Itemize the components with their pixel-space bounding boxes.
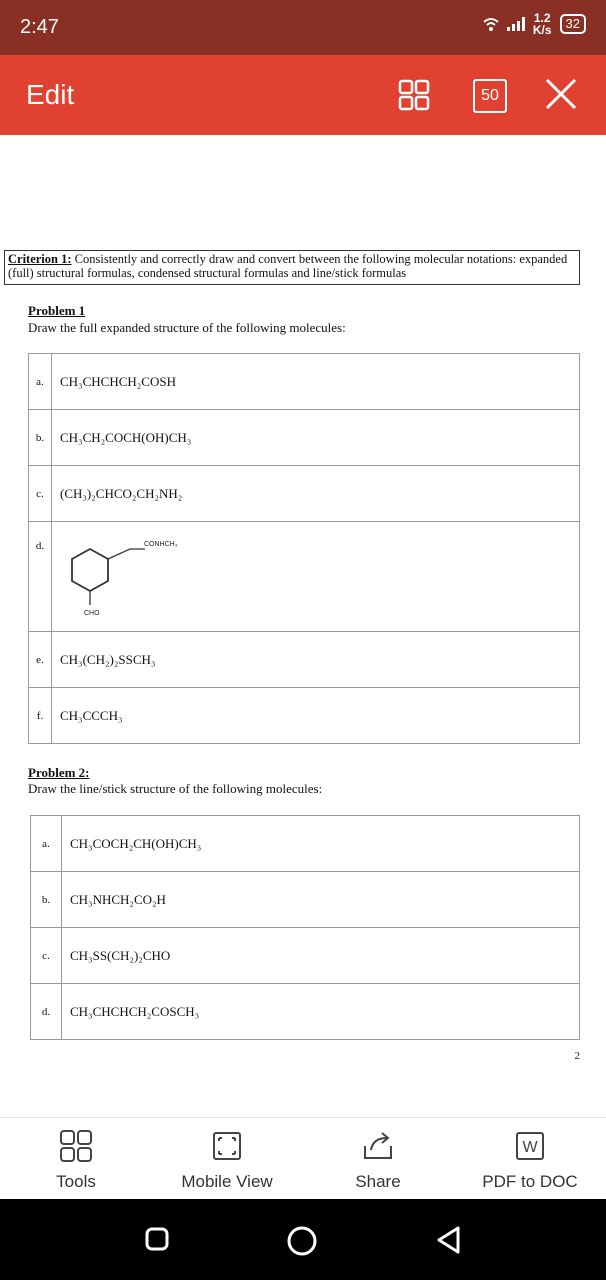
network-speed: 1.2 K/s bbox=[532, 11, 552, 37]
pdf-to-doc-button[interactable] bbox=[460, 1128, 600, 1192]
row-label: b. bbox=[29, 410, 52, 466]
home-icon[interactable] bbox=[286, 1225, 318, 1257]
formula: CH₃CHCHCH₂COSCH₃ bbox=[62, 984, 580, 1040]
row-label: f. bbox=[29, 688, 52, 744]
pdf-to-doc-label: PDF to DOC bbox=[482, 1172, 578, 1191]
row-label: d. bbox=[29, 522, 52, 632]
table-row bbox=[31, 872, 580, 928]
mobile-view-icon bbox=[211, 1130, 243, 1162]
formula: CH₃CH₂COCH(OH)CH₃ bbox=[52, 410, 580, 466]
table-row bbox=[29, 688, 580, 744]
problem-2-table bbox=[30, 815, 580, 1040]
formula: CH₃COCH₂CH(OH)CH₃ bbox=[62, 816, 580, 872]
share-label: Share bbox=[355, 1172, 401, 1191]
mobile-view-label: Mobile View bbox=[181, 1172, 273, 1191]
problem-2-title: Problem 2: bbox=[28, 765, 90, 780]
formula: CH₃SS(CH₂)₂CHO bbox=[62, 928, 580, 984]
molecule-drawing bbox=[52, 522, 580, 632]
battery-icon: 32 bbox=[560, 14, 586, 34]
edit-button[interactable]: Edit bbox=[26, 79, 75, 110]
formula: CH₃CHCHCH₂COSH bbox=[52, 354, 580, 410]
tools-label: Tools bbox=[56, 1172, 96, 1191]
table-row bbox=[29, 522, 580, 632]
table-row bbox=[31, 816, 580, 872]
criterion-box bbox=[4, 250, 580, 285]
app-bar bbox=[0, 55, 606, 135]
formula: (CH₃)₂CHCO₂CH₂NH₂ bbox=[52, 466, 580, 522]
share-button[interactable] bbox=[308, 1128, 448, 1192]
criterion-label: Criterion 1: bbox=[8, 252, 72, 266]
table-row bbox=[31, 984, 580, 1040]
problem-2-instruction: Draw the line/stick structure of the following molecules: bbox=[28, 781, 323, 796]
page-number: 2 bbox=[574, 1050, 580, 1062]
status-icons bbox=[483, 12, 586, 36]
status-time: 2:47 bbox=[20, 16, 59, 38]
close-icon[interactable] bbox=[544, 77, 578, 111]
bottom-toolbar bbox=[0, 1117, 606, 1200]
table-row bbox=[29, 466, 580, 522]
grid-view-icon[interactable] bbox=[398, 79, 430, 111]
back-icon[interactable] bbox=[434, 1225, 462, 1255]
criterion-text: Consistently and correctly draw and convert between the following molecular notations: expanded (full) structural formulas, condensed structural formulas and line/stick formulas bbox=[8, 252, 568, 280]
row-label: c. bbox=[29, 466, 52, 522]
problem-1-instruction: Draw the full expanded structure of the following molecules: bbox=[28, 320, 346, 335]
formula: CH₃NHCH₂CO₂H bbox=[62, 872, 580, 928]
tools-icon bbox=[59, 1129, 93, 1163]
row-label: a. bbox=[29, 354, 52, 410]
tools-button[interactable] bbox=[6, 1128, 146, 1192]
wifi-icon bbox=[483, 16, 499, 32]
mobile-view-button[interactable] bbox=[157, 1128, 297, 1192]
word-doc-icon bbox=[514, 1130, 546, 1162]
table-row bbox=[29, 410, 580, 466]
problem-1-title: Problem 1 bbox=[28, 303, 86, 318]
table-row bbox=[29, 354, 580, 410]
row-label: e. bbox=[29, 632, 52, 688]
system-nav-bar bbox=[0, 1199, 606, 1280]
table-row bbox=[29, 632, 580, 688]
row-label: b. bbox=[31, 872, 62, 928]
signal-icon bbox=[507, 17, 525, 31]
formula: CH₃CCCH₃ bbox=[52, 688, 580, 744]
row-label: a. bbox=[31, 816, 62, 872]
problem-1-table bbox=[28, 353, 580, 744]
svg-text:W: W bbox=[522, 1139, 538, 1156]
substituent-bottom: CHO bbox=[84, 609, 100, 617]
formula: CH₃(CH₂)₂SSCH₃ bbox=[52, 632, 580, 688]
table-row bbox=[31, 928, 580, 984]
row-label: d. bbox=[31, 984, 62, 1040]
row-label: c. bbox=[31, 928, 62, 984]
recents-icon[interactable] bbox=[143, 1225, 171, 1253]
substituent-top: CONHCH₃ bbox=[144, 540, 178, 548]
status-bar bbox=[0, 0, 606, 55]
cyclohexane-structure bbox=[60, 525, 200, 625]
document-page bbox=[0, 135, 606, 1115]
share-icon bbox=[361, 1130, 395, 1162]
page-count-badge[interactable]: 50 bbox=[473, 79, 507, 113]
